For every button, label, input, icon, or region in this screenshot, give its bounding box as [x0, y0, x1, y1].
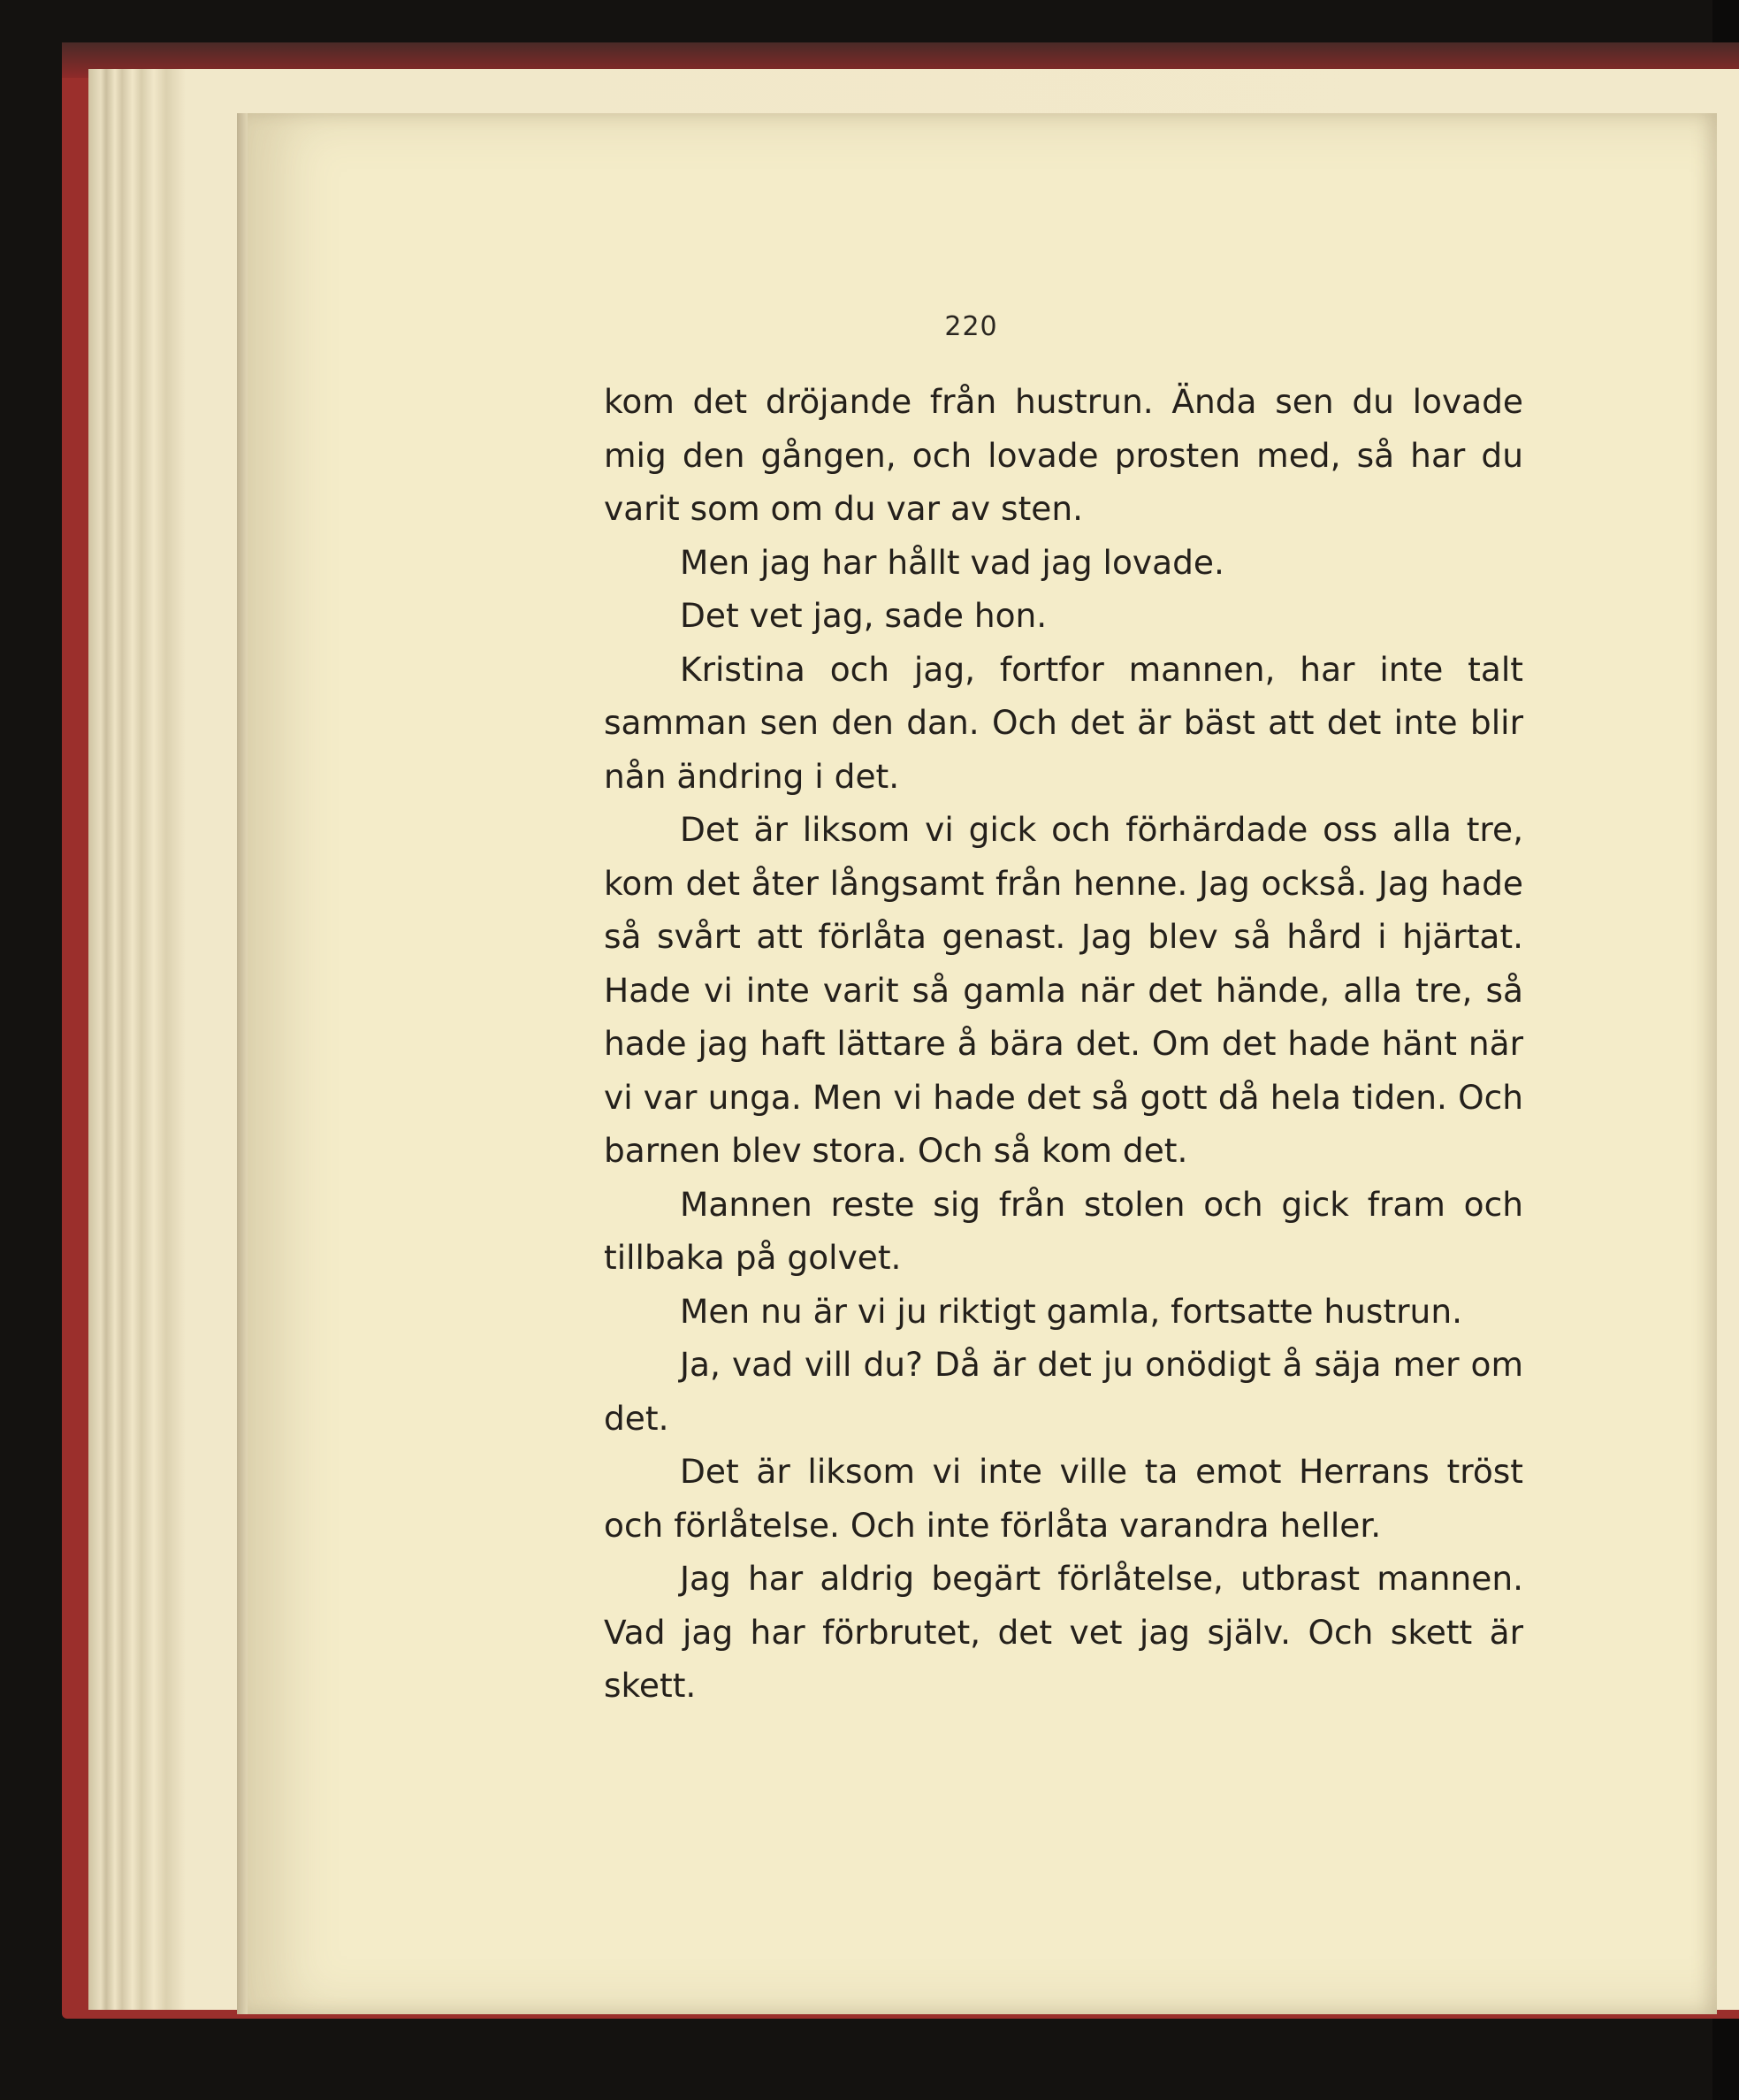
paragraph: Ja, vad vill du? Då är det ju onödigt å säja mer om det.: [604, 1345, 1523, 1438]
paragraph: Kristina och jag, fortfor mannen, har inte talt samman sen den dan. Och det är bäst att det inte blir nån ändring i det.: [604, 649, 1523, 796]
paragraph: Men jag har hållt vad jag lovade.: [680, 542, 1224, 582]
page-text: [604, 375, 1523, 1713]
paragraph: Det vet jag, sade hon.: [680, 596, 1048, 635]
paragraph: kom det dröjande från hustrun. Ända sen du lovade mig den gången, och lovade prosten med, så har du varit som om du var av sten.: [604, 382, 1523, 528]
paragraph: Mannen reste sig från stolen och gick fram och tillbaka på golvet.: [604, 1184, 1523, 1277]
paragraph: Jag har aldrig begärt förlåtelse, utbrast mannen. Vad jag har förbrutet, det vet jag själv. Och skett är skett.: [604, 1559, 1523, 1705]
page-number: 220: [944, 311, 998, 342]
paragraph: Men nu är vi ju riktigt gamla, fortsatte hustrun.: [680, 1291, 1463, 1331]
paragraph: Det är liksom vi inte ville ta emot Herrans tröst och förlåtelse. Och inte förlåta varandra heller.: [604, 1452, 1523, 1545]
paragraph: Det är liksom vi gick och förhärdade oss alla tre, kom det åter långsamt från henne. Jag också. Jag hade så svårt att förlåta genast. Jag blev så hård i hjärtat. Hade vi inte varit så gamla när det hände, alla tre, så hade jag haft lättare å bära det. Om det hade hänt när vi var unga. Men vi hade det så gott då hela tiden. Och barnen blev stora. Och så kom det.: [604, 810, 1523, 1170]
